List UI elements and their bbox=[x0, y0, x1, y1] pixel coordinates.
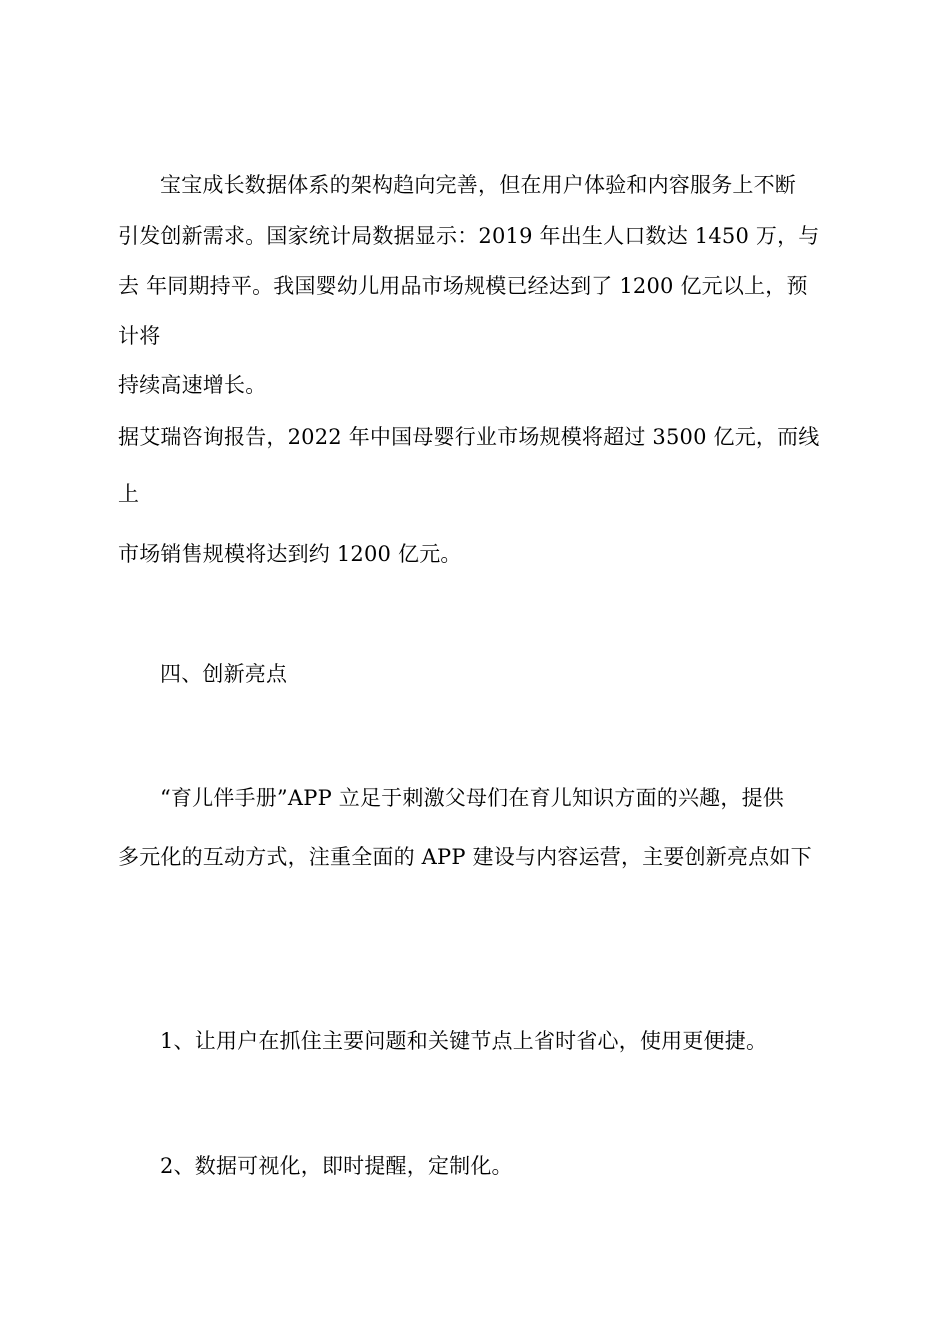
paragraph-line: 上 bbox=[118, 482, 140, 506]
list-item: 2、数据可视化，即时提醒，定制化。 bbox=[160, 1154, 513, 1178]
paragraph-line: “育儿伴手册”APP 立足于刺激父母们在育儿知识方面的兴趣，提供 bbox=[160, 786, 784, 810]
section-heading: 四、创新亮点 bbox=[160, 662, 288, 686]
paragraph-line: 据艾瑞咨询报告，2022 年中国母婴行业市场规模将超过 3500 亿元，而线 bbox=[118, 425, 820, 449]
paragraph-line: 市场销售规模将达到约 1200 亿元。 bbox=[118, 542, 462, 566]
paragraph-line: 多元化的互动方式，注重全面的 APP 建设与内容运营，主要创新亮点如下 bbox=[118, 845, 812, 869]
paragraph-line: 计将 bbox=[118, 324, 161, 348]
paragraph-line: 持续高速增长。 bbox=[118, 373, 267, 397]
paragraph-line: 宝宝成长数据体系的架构趋向完善，但在用户体验和内容服务上不断 bbox=[160, 173, 796, 197]
paragraph-line: 引发创新需求。国家统计局数据显示：2019 年出生人口数达 1450 万，与 bbox=[118, 224, 820, 248]
list-item: 1、让用户在抓住主要问题和关键节点上省时省心，使用更便捷。 bbox=[160, 1029, 768, 1053]
paragraph-line: 去 年同期持平。我国婴幼儿用品市场规模已经达到了 1200 亿元以上，预 bbox=[118, 274, 808, 298]
